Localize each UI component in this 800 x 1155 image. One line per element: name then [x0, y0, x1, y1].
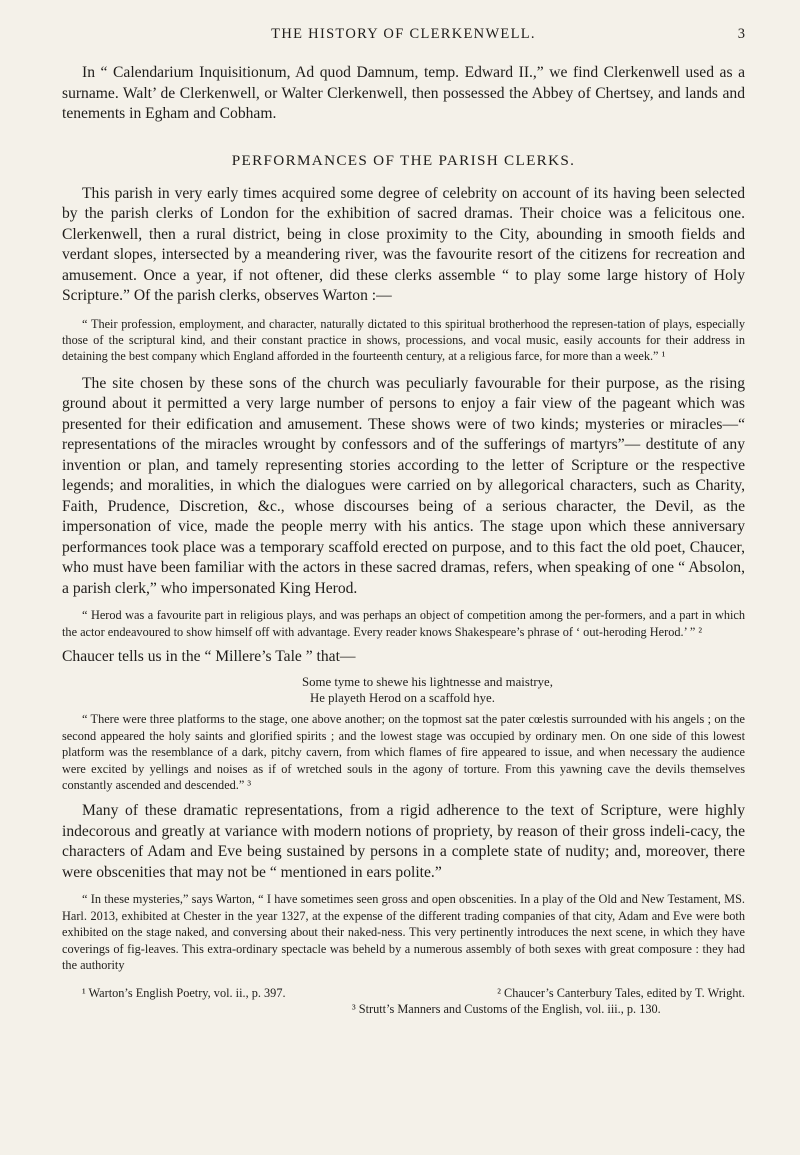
page-number: 3 — [737, 26, 745, 42]
quote-mysteries: “ In these mysteries,” says Warton, “ I have sometimes seen gross and open obscenities. In a play of the Old and New Testament, MS. Harl. 2013, exhibited at Chester in the year 1327, at the expense of the different trading companies of that city, Adam and Eve were both exhibited on the stage naked, and conversing about their naked-ness. This very pertinently introduces the next scene, in which they have coverings of fig-leaves. This extra-ordinary spectacle was beheld by a numerous assembly of both sexes with great composure : they had the authority — [62, 892, 745, 972]
quote-warton-profession: “ Their profession, employment, and character, naturally dictated to this spiritual brotherhood the represen-tation of plays, especially those of the scriptural kind, and their constant practice in shows, processions, and vocal music, easily accounts for their address in detaining the best company which England afforded in the fourteenth century, at a religious farce, for more than a week.” ¹ — [62, 316, 745, 364]
verse-line: Some tyme to shewe his lightnesse and maistrye, — [302, 674, 553, 689]
verse-block — [62, 674, 745, 707]
running-title: THE HISTORY OF CLERKENWELL. — [271, 26, 536, 42]
paragraph-calendarium: In “ Calendarium Inquisitionum, Ad quod Damnum, temp. Edward II.,” we find Clerkenwell used as a surname. Walt’ de Clerkenwell, or Walter Clerkenwell, then possessed the Abbey of Chertsey, and lands and tenements in Egham and Cobham. — [62, 64, 745, 122]
page-header — [62, 26, 745, 46]
footnote-1: ¹ Warton’s English Poetry, vol. ii., p. 397. — [82, 986, 286, 1001]
paragraph-millere-tale: Chaucer tells us in the “ Millere’s Tale ” that— — [62, 648, 356, 666]
page-body — [62, 63, 745, 1017]
paragraph-site-chosen: The site chosen by these sons of the church was peculiarly favourable for their purpose, as the rising ground about it permitted a very large number of persons to enjoy a fair view of the pageant which was presented for their edification and amusement. These shows were of two kinds; mysteries or miracles—“ representations of the miracles wrought by confessors and of the sufferings of martyrs”— destitute of any invention or plan, and tamely representing stories according to the letter of Scripture or the respective legends; and moralities, in which the dialogues were carried on by allegorical characters, such as Charity, Faith, Prudence, Discretion, &c., whose discourses being of a serious character, the Devil, as the impersonation of vice, made the people merry with his antics. The stage upon which these anniversary performances took place was a temporary scaffold erected on purpose, and to this fact the old poet, Chaucer, who must have been familiar with the actors in these sacred dramas, refers, when speaking of one “ Absolon, a parish clerk,” who impersonated King Herod. — [62, 374, 745, 597]
paragraph-dramatic-representations: Many of these dramatic representations, from a rigid adherence to the text of Scripture, were highly indecorous and greatly at variance with modern notions of propriety, by reason of their gross indeli-cacy, the characters of Adam and Eve being sustained by persons in a complete state of nudity; and, moreover, there were obscenities that may not be “ mentioned in ears polite.” — [62, 802, 745, 881]
quote-platforms: “ There were three platforms to the stage, one above another; on the topmost sat the pater cœlestis surrounded with his angels ; on the second appeared the holy saints and glorified spirits ; and the lowest stage was occupied by ordinary men. On one side of this lowest platform was the resemblance of a dark, pitchy cavern, from which flames of fire appeared to issue, and when necessary the audience were excited by yellings and noises as if of wretched souls in the agony of torture. From this yawning cave the devils themselves constantly ascended and descended.” ³ — [62, 712, 745, 792]
footnote-3: ³ Strutt’s Manners and Customs of the English, vol. iii., p. 130. — [352, 1002, 661, 1017]
footnotes — [62, 985, 745, 1017]
footnote-2: ² Chaucer’s Canterbury Tales, edited by T. Wright. — [497, 986, 745, 1001]
paragraph-parish-clerks: This parish in very early times acquired some degree of celebrity on account of its having been selected by the parish clerks of London for the exhibition of sacred dramas. Their choice was a felicitous one. Clerkenwell, then a rural district, being in close proximity to the City, abounding in smooth fields and verdant slopes, intersected by a meandering river, was the favourite resort of the citizens for recreation and amusement. Once a year, if not oftener, did these clerks assemble “ to play some large history of Holy Scripture.” Of the parish clerks, observes Warton :— — [62, 184, 745, 304]
section-heading: PERFORMANCES OF THE PARISH CLERKS. — [231, 151, 576, 169]
quote-herod: “ Herod was a favourite part in religious plays, and was perhaps an object of competition among the per-formers, and a part in which the actor endeavoured to show himself off with advantage. Every reader knows Shakespeare’s phrase of ‘ out-heroding Herod.’ ” ² — [62, 608, 745, 639]
verse-line: He playeth Herod on a scaffold hye. — [310, 690, 495, 705]
